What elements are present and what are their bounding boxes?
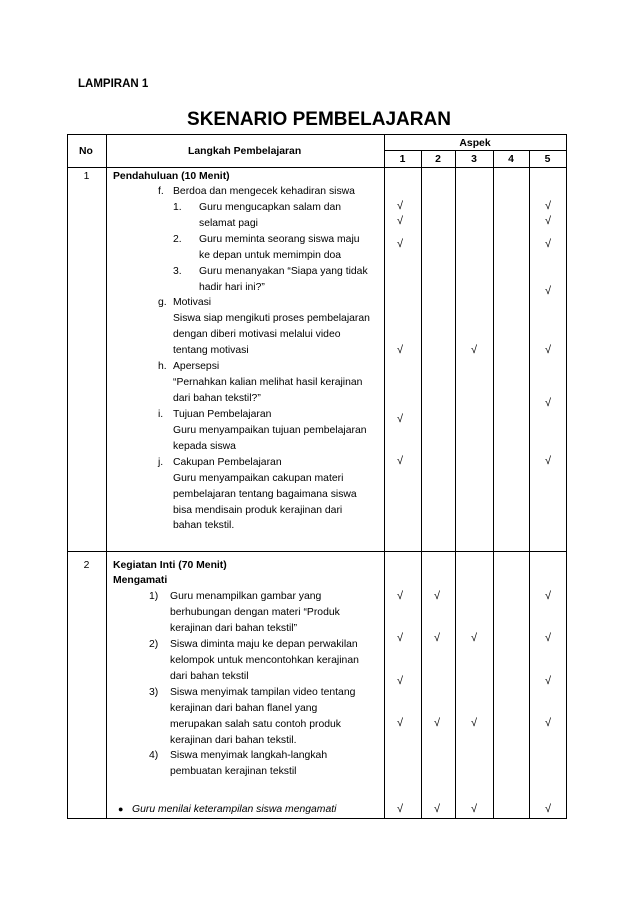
check-mark: √ — [544, 590, 552, 602]
step-text: “Pernahkan kalian melihat hasil kerajinan — [173, 377, 363, 388]
row-no: 1 — [83, 171, 90, 182]
check-mark: √ — [544, 455, 552, 467]
row-no: 2 — [83, 560, 90, 571]
check-mark: √ — [470, 803, 478, 815]
check-mark: √ — [396, 717, 404, 729]
step-text: dengan diberi motivasi melalui video — [173, 329, 341, 340]
step-text: kerajinan dari bahan tekstil. — [170, 735, 297, 746]
step-text: pembelajaran tentang bagaimana siswa — [173, 489, 357, 500]
step-text: Guru menanyakan “Siapa yang tidak — [199, 266, 368, 277]
step-text: bahan tekstil. — [173, 520, 235, 531]
header-langkah: Langkah Pembelajaran — [188, 146, 302, 157]
step-text: kerajinan dari bahan tekstil” — [170, 623, 298, 634]
section-heading: Kegiatan Inti (70 Menit) — [113, 560, 227, 571]
check-mark: √ — [544, 200, 552, 212]
check-mark: √ — [470, 717, 478, 729]
list-marker: g. — [158, 297, 167, 308]
step-text: Siswa diminta maju ke depan perwakilan — [170, 639, 358, 650]
list-marker: f. — [158, 186, 164, 197]
step-text: Motivasi — [173, 297, 212, 308]
section-heading: Pendahuluan (10 Menit) — [113, 171, 230, 182]
list-marker: i. — [158, 409, 164, 420]
step-text: Apersepsi — [173, 361, 220, 372]
check-mark: √ — [544, 215, 552, 227]
header-aspek-5: 5 — [544, 154, 551, 165]
subsection-heading: Mengamati — [113, 575, 168, 586]
list-marker: j. — [158, 457, 164, 468]
step-text: Guru mengucapkan salam dan — [199, 202, 342, 213]
check-mark: √ — [470, 344, 478, 356]
step-text: Siswa menyimak langkah-langkah — [170, 750, 328, 761]
step-text: dari bahan tekstil — [170, 671, 249, 682]
check-mark: √ — [544, 285, 552, 297]
header-aspek-3: 3 — [471, 154, 477, 165]
list-marker: 3. — [173, 266, 182, 277]
check-mark: √ — [396, 200, 404, 212]
step-text: Guru meminta seorang siswa maju — [199, 234, 360, 245]
check-mark: √ — [396, 803, 404, 815]
step-text: Guru menyampaikan cakupan materi — [173, 473, 344, 484]
check-mark: √ — [544, 397, 552, 409]
list-marker: 2) — [149, 639, 159, 650]
header-aspek-4: 4 — [508, 154, 514, 165]
step-text: Guru menampilkan gambar yang — [170, 591, 322, 602]
check-mark: √ — [396, 344, 404, 356]
check-mark: √ — [470, 632, 478, 644]
header-aspek: Aspek — [459, 138, 491, 149]
step-text: ke depan untuk memimpin doa — [199, 250, 342, 261]
header-aspek-2: 2 — [435, 154, 441, 165]
step-text: pembuatan kerajinan tekstil — [170, 766, 297, 777]
step-text: dari bahan tekstil?” — [173, 393, 261, 404]
header-aspek-1: 1 — [399, 154, 406, 165]
list-marker: h. — [158, 361, 167, 372]
check-mark: √ — [396, 675, 404, 687]
check-mark: √ — [396, 632, 404, 644]
check-mark: √ — [433, 590, 441, 602]
check-mark: √ — [544, 675, 552, 687]
step-text: merupakan salah satu contoh produk — [170, 719, 341, 730]
header-no: No — [79, 146, 93, 157]
step-text: kepada siswa — [173, 441, 236, 452]
list-marker: 4) — [149, 750, 159, 761]
page-title: SKENARIO PEMBELAJARAN — [187, 109, 451, 130]
step-text: Cakupan Pembelajaran — [173, 457, 282, 468]
step-text: selamat pagi — [199, 218, 258, 229]
check-mark: √ — [396, 215, 404, 227]
bullet-icon: ● — [118, 804, 124, 814]
check-mark: √ — [544, 803, 552, 815]
check-mark: √ — [396, 238, 404, 250]
check-mark: √ — [396, 413, 404, 425]
step-text: kerajinan dari bahan flanel yang — [170, 703, 318, 714]
step-text: tentang motivasi — [173, 345, 249, 356]
check-mark: √ — [433, 803, 441, 815]
check-mark: √ — [396, 590, 404, 602]
check-mark: √ — [544, 717, 552, 729]
check-mark: √ — [396, 455, 404, 467]
assessment-note: Guru menilai keterampilan siswa mengamati — [132, 804, 337, 815]
step-text: bisa mendisain produk kerajinan dari — [173, 505, 343, 516]
check-mark: √ — [433, 717, 441, 729]
step-text: Guru menyampaikan tujuan pembelajaran — [173, 425, 367, 436]
check-mark: √ — [433, 632, 441, 644]
step-text: Tujuan Pembelajaran — [173, 409, 272, 420]
step-text: Siswa menyimak tampilan video tentang — [170, 687, 356, 698]
list-marker: 2. — [173, 234, 182, 245]
list-marker: 1) — [149, 591, 159, 602]
list-marker: 1. — [173, 202, 182, 213]
list-marker: 3) — [149, 687, 159, 698]
check-mark: √ — [544, 632, 552, 644]
check-mark: √ — [544, 344, 552, 356]
step-text: kelompok untuk mencontohkan kerajinan — [170, 655, 359, 666]
appendix-label: LAMPIRAN 1 — [78, 78, 149, 90]
step-text: berhubungan dengan materi “Produk — [170, 607, 340, 618]
check-mark: √ — [544, 238, 552, 250]
step-text: Siswa siap mengikuti proses pembelajaran — [173, 313, 370, 324]
step-text: Berdoa dan mengecek kehadiran siswa — [173, 186, 355, 197]
step-text: hadir hari ini?” — [199, 282, 265, 293]
